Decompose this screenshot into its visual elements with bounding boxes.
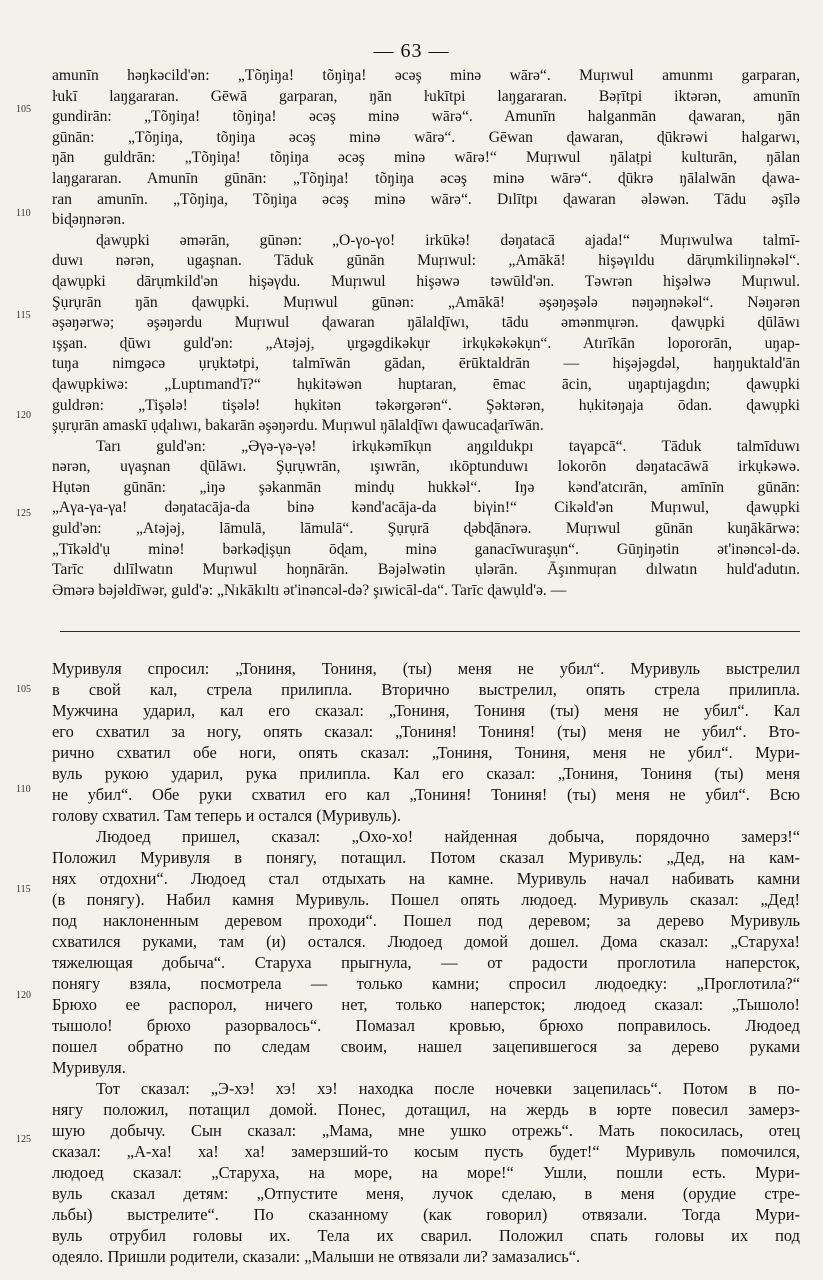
text-line: amunīn həŋkəcild'ən: „Tõŋiŋa! tõŋiŋa! əcəş minə wārə“. Muŗıwul amunmı garparan, bbox=[52, 67, 800, 84]
text-line: шую добычу. Сын сказал: „Мама, мне ушко отрежь“. Мать покосилась, отец bbox=[52, 1121, 800, 1140]
text-line: нягу положил, потащил домой. Понес, дотащил, на жердь в юрте повесил замерз- bbox=[52, 1100, 800, 1119]
text-line: əşəŋərwə; əşəŋərdu Muŗıwul ɖawaran ŋālalɖīwı, tādu əmənmụrən. ɖawụpki ɖūlāwı bbox=[52, 314, 800, 332]
text-line: ŀukī laŋgararan. Gēwā garparan, ŋān ŀukītpi laŋgararan. Bəŗītpi iktərən, amunīn bbox=[52, 87, 800, 105]
text-line: Людоед пришел, сказал: „Охо-хо! найденная добыча, порядочно замерз!“ bbox=[96, 827, 800, 846]
text-line: Брюхо ее распорол, ничего нет, только наперсток; людоед сказал: „Тышоло! bbox=[52, 995, 800, 1014]
text-line: biɖəŋnərən. bbox=[52, 211, 126, 229]
text-line: Тот сказал: „Э-хэ! хэ! хэ! находка после ночевки зацепилась“. Потом в по- bbox=[96, 1079, 800, 1098]
text-line: не убил“. Обе руки схватил его кал „Тониня! Тониня! (ты) меня не убил“. Всю bbox=[52, 785, 800, 804]
text-line: голову схватил. Там теперь и остался (Муривуль). bbox=[52, 806, 401, 825]
text-line: duwı nərən, ugaşnan. Tāduk gūnān Muŗıwul: „Amākā! hişəγıldu dārụmkiliŋnəkəl“. bbox=[52, 252, 800, 270]
text-line: схватился руками, там (и) остался. Людоед домой дошел. Дома сказал: „Старуха! bbox=[52, 932, 800, 951]
text-line: ɖawụpkiwə: „Luptımand'ī?“ hụkitəwən huptaran, ēmac ācin, uŋaptıjagdın; ɖawụpki bbox=[52, 375, 800, 393]
text-line: gundirān: „Tõŋiŋa! tõŋiŋa! əcəş minə wārə“. Amunīn halganmān ɖawaran, ŋān bbox=[52, 108, 800, 126]
line-number: 105 bbox=[16, 684, 31, 695]
text-line: ran amunīn. „Tõŋiŋa, Tõŋiŋa əcəş minə wārə“. Dılītpı ɖawaran ələwən. Tādu əşīlə bbox=[52, 190, 800, 208]
text-line: сказал: „А-ха! ха! ха! замерзший-то косым пусть будет!“ Муривуль помочился, bbox=[52, 1142, 800, 1161]
text-line: вуль сказал детям: „Отпустите меня, лучок сделаю, в меня (орудие стре- bbox=[52, 1184, 800, 1203]
text-line: Tarı guld'ən: „Əγə-γə-γə! irkụkəmīkụn aŋgıldukpı taγapcā“. Tāduk talmīduwı bbox=[96, 437, 800, 455]
text-line: нях отдохни“. Людоед стал отдыхать на камне. Муривуль начал набивать камни bbox=[52, 869, 800, 888]
text-line: в свой кал, стрела прилипла. Вторично выстрелил, опять стрела прилипла. bbox=[52, 680, 800, 699]
page-number: — 63 — bbox=[373, 40, 450, 62]
text-line: Şụrụrān ŋān ɖawụpki. Muŗıwul gūnən: „Amākā! əşəŋəşələ nəŋəŋnəkəl“. Nəŋərən bbox=[52, 293, 800, 311]
text-line: laŋgararan. Amunīn gūnān: „Tõŋiŋa! tõŋiŋa əcəş minə wārə“. ɖūkrə ŋālalwān ɖawa- bbox=[52, 169, 800, 187]
text-line: şụrụrān amaskī ụɖalıwı, bakarān əşəŋərdu. Muŗıwul ŋālalɖīwı ɖawucaɖarīwān. bbox=[52, 417, 544, 435]
line-number: 110 bbox=[16, 208, 31, 219]
line-number: 120 bbox=[16, 990, 31, 1001]
text-line: guld'ən: „Atəjəj, lāmulā, lāmulā“. Şụrụrā ɖəbɖānərə. Muŗıwul gūnān kuŋākārwə: bbox=[52, 520, 800, 538]
text-line: Tarīc dılīlwatın Muŗıwul hoŋnārān. Bəjəlwətin ụlərān. Āşınmuŗan dılwatın huld'adutın. bbox=[52, 561, 800, 579]
text-line: людоед сказал: „Старуха, на море, на море!“ Ушли, пошли есть. Мури- bbox=[52, 1163, 800, 1182]
transliterated-text bbox=[52, 66, 800, 601]
text-line: вуль рукою ударил, рука прилипла. Кал его сказал: „Тониня, Тониня (ты) меня bbox=[52, 764, 800, 783]
text-line: пошел обратно по следам своим, нашел зацепившегося за дерево руками bbox=[52, 1037, 800, 1056]
line-number: 115 bbox=[16, 310, 31, 321]
text-line: Муривуля. bbox=[52, 1058, 126, 1077]
text-line: ɖawụpki əmərān, gūnən: „O-γo-γo! irkūkə! dəŋatacā ajada!“ Muŗıwulwa talmī- bbox=[96, 231, 800, 249]
text-line: тяжелющая добыча“. Старуха прыгнула, — от радости проглотила наперсток, bbox=[52, 953, 800, 972]
text-line: Положил Муривуля в понягу, потащил. Потом сказал Муривуль: „Дед, на кам- bbox=[52, 848, 800, 867]
text-line: guldrən: „Tişələ! tişələ! hụkitən təkərgərən“. Şəktərən, hụkitəŋaja ōdan. ɖawụpki bbox=[52, 396, 800, 414]
text-line: под наклоненным деревом проходи“. Пошел под деревом; за дерево Муривуль bbox=[52, 911, 800, 930]
text-line: tuŋa nimgəcə ụrụktətpi, talmīwān gādan, ērūktaldrān — hişəjəgdəl, haŋŋuktald'ān bbox=[52, 355, 800, 373]
text-line: ışşan. ɖūwı guld'ən: „Atəjəj, ụrgəgdikəkụr irkụkəkəkụn“. Atırīkān lopororān, uŋap- bbox=[52, 334, 800, 352]
text-line: его схватил за ногу, опять сказал: „Тониня! Тониня! (ты) меня не убил“. Вто- bbox=[52, 722, 800, 741]
line-number: 115 bbox=[16, 884, 31, 895]
text-line: Hụtən gūnān: „iŋə şəkanmān mindụ hukkəl“. Iŋə kənd'atcırān, amīnīn gūnān: bbox=[52, 478, 800, 496]
text-line: вуль отрубил головы их. Тела их сварил. Положил спать головы их под bbox=[52, 1226, 800, 1245]
text-line: „Aγa-γa-γa! dəŋatacāja-da binə kənd'acāja-da biγin!“ Cikəld'ən Muŗıwul, ɖawụpki bbox=[52, 499, 800, 517]
line-number: 105 bbox=[16, 104, 31, 115]
text-line: Əmərə bəjəldīwər, guld'ə: „Nıkākıltı ət'inəncəl-də? şıwicāl-da“. Tarīc ɖawụld'ə. — bbox=[52, 581, 567, 599]
section-divider bbox=[60, 631, 800, 632]
text-line: gūnān: „Tõŋiŋa, tõŋiŋa əcəş minə wārə“. Gēwan ɖawaran, ɖūkrəwi halgarwı, bbox=[52, 128, 800, 146]
text-line: рично схватил обе ноги, опять сказал: „Тониня, Тониня, меня не убил“. Мури- bbox=[52, 743, 800, 762]
text-line: „Tīkəld'ụ minə! bərkəɖişụn ōɖam, minə ganacīwuraşụn“. Gūŋiŋətin ət'inəncəl-də. bbox=[52, 540, 800, 558]
text-line: ŋān guldrān: „Tõŋiŋa! tõŋiŋa əcəş minə wārə!“ Muŗıwul ŋālaṭpi kulturān, ŋālan bbox=[52, 149, 800, 167]
text-line: (в понягу). Набил камня Муривуль. Пошел опять людоед. Муривуль сказал: „Дед! bbox=[52, 890, 800, 909]
text-line: льбы) выстрелите“. По сказанному (как говорил) отвязали. Тогда Мури- bbox=[52, 1205, 800, 1224]
text-line: тышоло! брюхо разорвалось“. Помазал кровью, брюхо поправилось. Людоед bbox=[52, 1016, 800, 1035]
line-number: 125 bbox=[16, 508, 31, 519]
text-line: ɖawụpki dārụmkild'ən hişəγdu. Muŗıwul hişəwə təwūld'ən. Təwrən hişəlwə Muŗıwul. bbox=[52, 272, 800, 290]
text-line: Мужчина ударил, кал его сказал: „Тониня, Тониня (ты) меня не убил“. Кал bbox=[52, 701, 800, 720]
line-number: 125 bbox=[16, 1134, 31, 1145]
line-number: 120 bbox=[16, 410, 31, 421]
russian-translation bbox=[52, 658, 800, 1267]
text-line: Муривуля спросил: „Тониня, Тониня, (ты) меня не убил“. Муривуль выстрелил bbox=[52, 659, 800, 678]
text-line: nərən, uγaşnan ɖūlāwı. Şụrụwrān, ışıwrān, ıkōptunduwı lokorōn dəŋatacāwā irkụkəwə. bbox=[52, 458, 800, 476]
text-line: одеяло. Пришли родители, сказали: „Малыши не отвязали ли? замазались“. bbox=[52, 1247, 581, 1266]
text-line: понягу взяла, посмотрела — только камни; спросил людоедку: „Проглотила?“ bbox=[52, 974, 800, 993]
line-number: 110 bbox=[16, 784, 31, 795]
